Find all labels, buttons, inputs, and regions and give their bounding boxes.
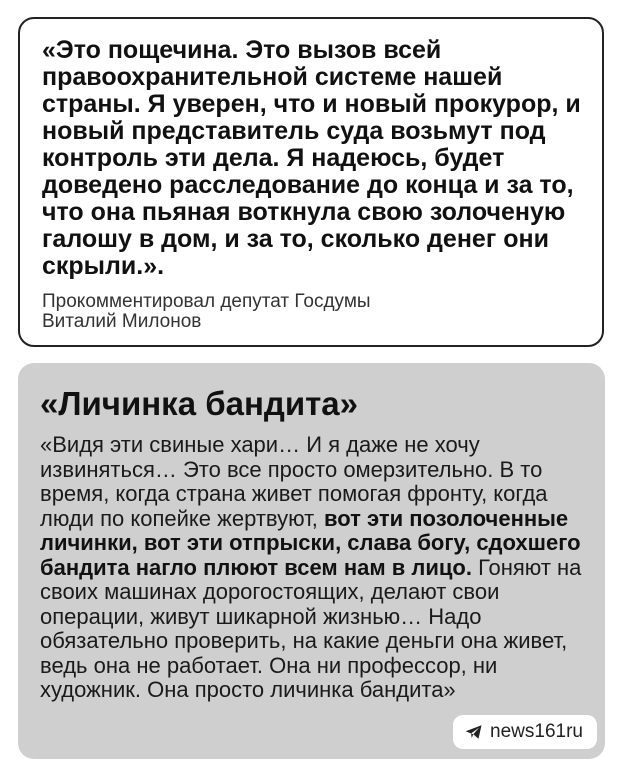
quote-text: «Это пощечина. Это вызов всей правоохранительной системе нашей страны. Я уверен, что и новый прокурор, и новый представитель суда возьмут под контроль эти дела. Я надеюсь, будет доведено расследование до конца и за то, что она пьяная воткнула свою золоченую галошу в дом, и за то, сколько денег они скрыли.». — [42, 36, 581, 280]
card-body — [40, 433, 583, 703]
body-text-1: «Видя эти свиные хари… И я даже не хочу извиняться… Это все просто омерзительно. В то время, когда страна живет помогая фронту, когда люди по копейке жертвуют, — [40, 432, 548, 531]
highlight-card — [18, 363, 605, 759]
body-text-bold: вот эти позолоченные личинки, вот эти отпрыски, слава богу, сдохшего бандита нагло плюют всем нам в лицо. — [40, 505, 581, 580]
attribution-line-1: Прокомментировал депутат Госдумы — [42, 291, 371, 312]
attribution-line-2: Виталий Милонов — [42, 311, 202, 332]
source-badge[interactable] — [453, 715, 597, 749]
quote-card — [18, 17, 604, 347]
source-label: news161ru — [490, 721, 583, 742]
card-title: «Личинка бандита» — [40, 385, 358, 422]
telegram-icon — [465, 724, 483, 740]
attribution — [42, 292, 582, 332]
body-text-2: Гоняют на своих машинах дорогостоящих, делают свои операции, живут шикарной жизнью… Надо обязательно проверить, на какие деньги она живет, ведь она не работает. Она ни профессор, ни художник. Она просто личинка бандита» — [40, 554, 582, 702]
